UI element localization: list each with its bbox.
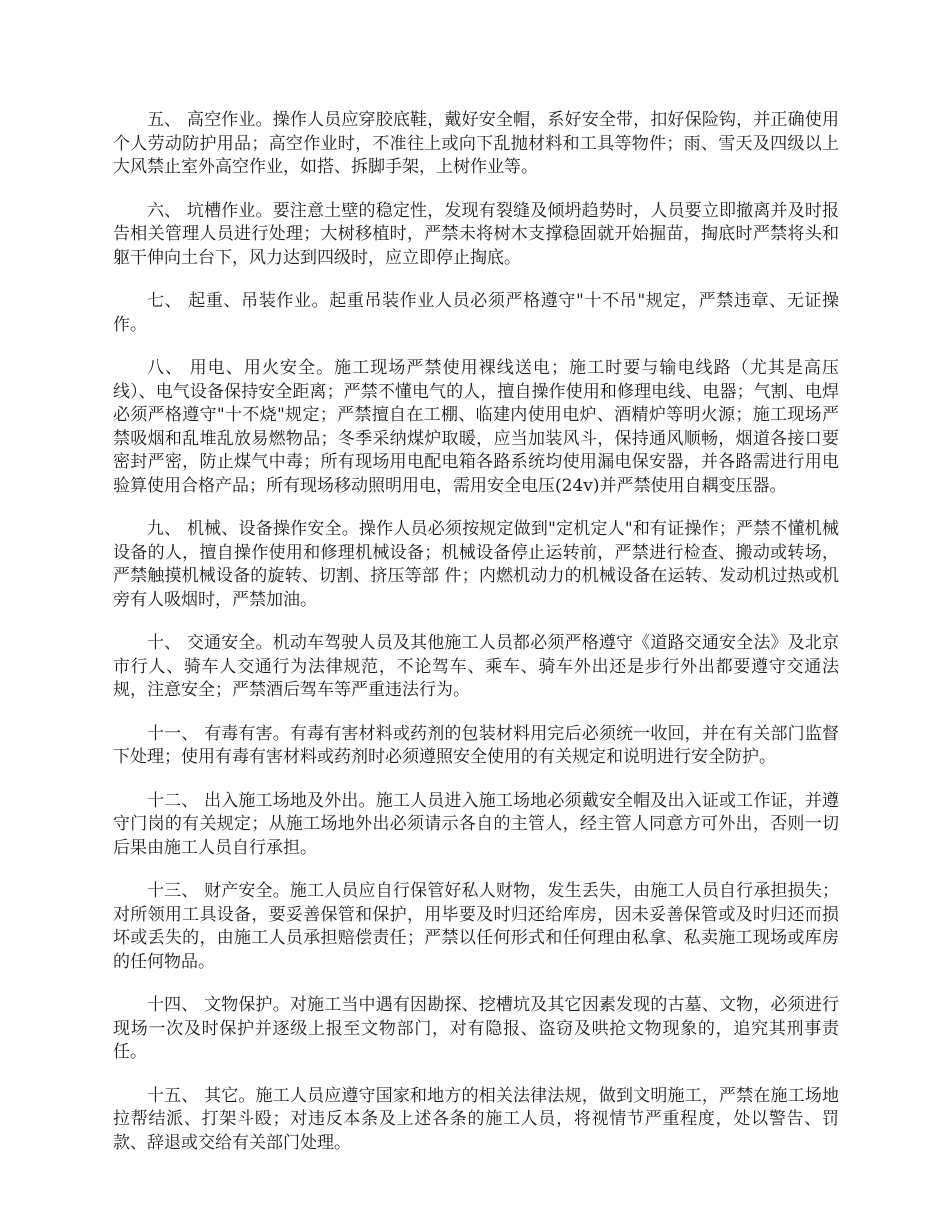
paragraph-electricity-fire-safety: 八、 用电、用火安全。施工现场严禁使用裸线送电；施工时要与输电线路（尤其是高压线）、电气设备保持安全距离；严禁不懂电气的人，擅自操作使用和修理电线、电器；气割、电焊必须严格遵守"十不烧"规定；严禁擅自在工棚、临建内使用电炉、酒精炉等明火源；施工现场严禁吸烟和乱堆乱放易燃物品；冬季采纳煤炉取暖，应当加装风斗，保持通风顺畅，烟道各接口要密封严密，防止煤气中毒；所有现场用电配电箱各路系统均使用漏电保安器，并各路需进行用电验算使用合格产品；所有现场移动照明用电，需用安全电压(24v)并严禁使用自耦变压器。: [113, 358, 839, 496]
paragraph-toxic-hazardous: 十一、 有毒有害。有毒有害材料或药剂的包装材料用完后必须统一收回，并在有关部门监督下处理；使用有毒有害材料或药剂时必须遵照安全使用的有关规定和说明进行安全防护。: [113, 723, 839, 767]
paragraph-site-access: 十二、 出入施工场地及外出。施工人员进入施工场地必须戴安全帽及出入证或工作证，并遵守门岗的有关规定；从施工场地外出必须请示各自的主管人，经主管人同意方可外出，否则一切后果由施工人员自行承担。: [113, 790, 839, 858]
paragraph-other: 十五、 其它。施工人员应遵守国家和地方的相关法律法规，做到文明施工，严禁在施工场地拉帮结派、打架斗殴；对违反本条及上述各条的施工人员，将视情节严重程度，处以警告、罚款、辞退或交给有关部门处理。: [113, 1085, 839, 1153]
paragraph-machinery-safety: 九、 机械、设备操作安全。操作人员必须按规定做到"定机定人"和有证操作；严禁不懂机械设备的人，擅自操作使用和修理机械设备；机械设备停止运转前，严禁进行检查、搬动或转场，严禁触摸机械设备的旋转、切割、挤压等部 件；内燃机动力的机械设备在运转、发动机过热或机旁有人吸烟时，严禁加油。: [113, 519, 839, 610]
paragraph-property-safety: 十三、 财产安全。施工人员应自行保管好私人财物，发生丢失，由施工人员自行承担损失；对所领用工具设备，要妥善保管和保护，用毕要及时归还给库房，因未妥善保管或及时归还而损坏或丢失的，由施工人员承担赔偿责任；严禁以任何形式和任何理由私拿、私卖施工现场或库房的任何物品。: [113, 881, 839, 972]
paragraph-high-altitude-work: 五、 高空作业。操作人员应穿胶底鞋，戴好安全帽，系好安全带，扣好保险钩，并正确使用个人劳动防护用品；高空作业时，不准往上或向下乱抛材料和工具等物件；雨、雪天及四级以上大风禁止室外高空作业，如搭、拆脚手架，上树作业等。: [113, 110, 839, 177]
paragraph-traffic-safety: 十、 交通安全。机动车驾驶人员及其他施工人员都必须严格遵守《道路交通安全法》及北京市行人、骑车人交通行为法律规范，不论驾车、乘车、骑车外出还是步行外出都要遵守交通法规，注意安全；严禁酒后驾车等严重违法行为。: [113, 633, 839, 700]
paragraph-hoisting-work: 七、 起重、吊装作业。起重吊装作业人员必须严格遵守"十不吊"规定，严禁违章、无证操作。: [113, 291, 839, 335]
paragraph-cultural-relics: 十四、 文物保护。对施工当中遇有因勘探、挖槽坑及其它因素发现的古墓、文物，必须进行现场一次及时保护并逐级上报至文物部门，对有隐报、盗窃及哄抢文物现象的，追究其刑事责任。: [113, 995, 839, 1062]
paragraph-trench-work: 六、 坑槽作业。要注意土壁的稳定性，发现有裂缝及倾坍趋势时，人员要立即撤离并及时报告相关管理人员进行处理；大树移植时，严禁未将树木支撑稳固就开始掘苗，掏底时严禁将头和躯干伸向土台下，风力达到四级时，应立即停止掏底。: [113, 200, 839, 268]
document-body: [113, 109, 839, 1175]
